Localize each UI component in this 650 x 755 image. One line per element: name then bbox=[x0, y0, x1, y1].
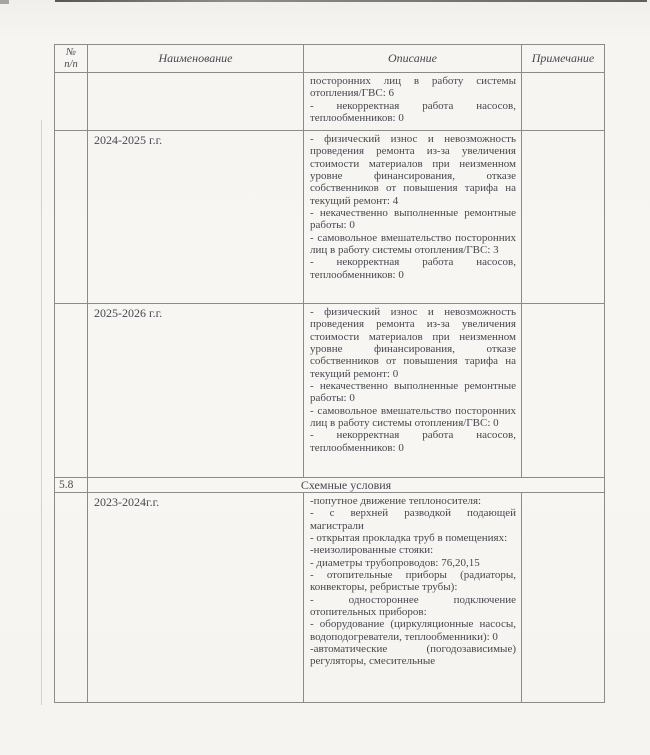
num-cell-empty bbox=[55, 131, 88, 304]
desc-line: - одностороннее подключение отопительных приборов: bbox=[310, 593, 516, 619]
name-cell-period: 2023-2024г.г. bbox=[88, 493, 304, 703]
column-header-desc: Описание bbox=[304, 45, 522, 73]
name-cell-period: 2025-2026 г.г. bbox=[88, 304, 304, 478]
desc-line: - некорректная работа насосов, теплообменников: 0 bbox=[310, 256, 516, 281]
scan-artifact-corner bbox=[0, 0, 9, 4]
num-cell-empty bbox=[55, 493, 88, 703]
note-cell-empty bbox=[522, 493, 605, 703]
desc-line: - самовольное вмешательство посторонних лиц в работу системы отопления/ГВС: 3 bbox=[310, 231, 516, 257]
scan-artifact-top-line bbox=[55, 0, 647, 2]
name-cell-empty bbox=[88, 73, 304, 131]
table-row-2025-2026 bbox=[55, 304, 605, 478]
table-header-row bbox=[55, 45, 605, 73]
column-header-name: Наименование bbox=[88, 45, 304, 73]
desc-cell bbox=[304, 131, 522, 304]
desc-cell bbox=[304, 73, 522, 131]
table-row-continuation bbox=[55, 73, 605, 131]
column-header-num-line2: п/п bbox=[64, 58, 78, 70]
table-row-section-5-8 bbox=[55, 478, 605, 493]
desc-line: -автоматические (погодозависимые) регуляторы, смесительные bbox=[310, 643, 516, 668]
desc-line: - отопительные приборы (радиаторы, конвекторы, ребристые трубы): bbox=[310, 569, 516, 594]
note-cell-empty bbox=[522, 73, 605, 131]
desc-line: - оборудование (циркуляционные насосы, водоподогреватели, теплообменники): 0 bbox=[310, 618, 516, 643]
section-number: 5.8 bbox=[55, 478, 88, 493]
desc-line: - открытая прокладка труб в помещениях: bbox=[310, 532, 508, 545]
desc-line: - некачественно выполненные ремонтные работы: 0 bbox=[310, 207, 516, 232]
desc-cell bbox=[304, 304, 522, 478]
table-row-2023-2024 bbox=[55, 493, 605, 703]
table-row-2024-2025 bbox=[55, 131, 605, 304]
desc-line: - физический износ и невозможность проведения ремонта из-за увеличения стоимости материалов при неизменном уровне финансирования, отказе собственников от повышения тарифа на текущий ремонт: 0 bbox=[310, 306, 516, 380]
desc-line: - с верхней разводкой подающей магистрали bbox=[310, 507, 516, 532]
desc-line: посторонних лиц в работу системы отопления/ГВС: 6 bbox=[310, 75, 516, 100]
name-cell-period: 2024-2025 г.г. bbox=[88, 131, 304, 304]
section-title: Схемные условия bbox=[88, 478, 605, 493]
desc-cell bbox=[304, 493, 522, 703]
desc-line: - физический износ и невозможность проведения ремонта из-за увеличения стоимости материалов при неизменном уровне финансирования, отказе собственников от повышения тарифа на текущий ремонт: 4 bbox=[310, 133, 516, 207]
note-cell-empty bbox=[522, 131, 605, 304]
desc-line: - некорректная работа насосов, теплообменников: 0 bbox=[310, 429, 516, 454]
desc-line: - самовольное вмешательство посторонних лиц в работу системы отопления/ГВС: 0 bbox=[310, 404, 516, 430]
note-cell-empty bbox=[522, 304, 605, 478]
column-header-num bbox=[55, 45, 88, 73]
repair-conditions-table bbox=[54, 44, 605, 703]
column-header-num-line1: № bbox=[66, 46, 76, 58]
num-cell-empty bbox=[55, 304, 88, 478]
desc-line: -попутное движение теплоносителя: bbox=[310, 495, 482, 507]
desc-line: -неизолированные стояки: bbox=[310, 544, 434, 557]
desc-line: - некорректная работа насосов, теплообменников: 0 bbox=[310, 99, 516, 125]
desc-line: - диаметры трубопроводов: 76,20,15 bbox=[310, 556, 480, 569]
column-header-note: Примечание bbox=[522, 45, 605, 73]
num-cell-empty bbox=[55, 73, 88, 131]
scan-artifact-left-streak bbox=[41, 120, 42, 705]
desc-line: - некачественно выполненные ремонтные работы: 0 bbox=[310, 380, 516, 405]
